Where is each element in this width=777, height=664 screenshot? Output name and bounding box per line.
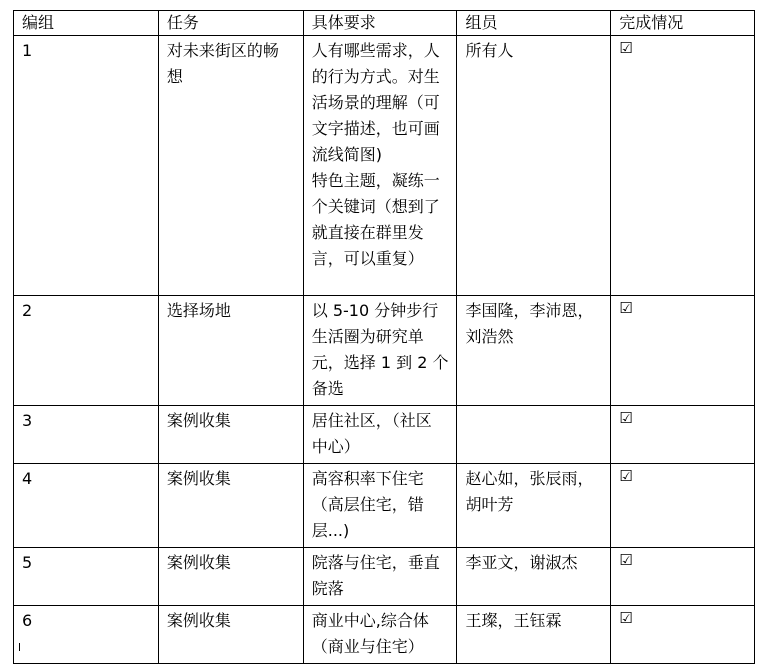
cell-task[interactable] — [158, 464, 303, 548]
cell-requirement[interactable] — [303, 548, 457, 606]
member-text-line: 赵心如，张辰雨， — [465, 469, 594, 488]
cell-group[interactable] — [14, 464, 159, 548]
table-row — [14, 606, 755, 664]
task-text-line: 对未来街区的畅 — [166, 41, 279, 60]
cell-group[interactable] — [14, 548, 159, 606]
checkbox-checked-icon[interactable]: ☑ — [619, 609, 633, 627]
requirement-text-line: 流线简图) — [311, 145, 382, 164]
header-requirement: 具体要求 — [303, 11, 457, 36]
checkbox-checked-icon[interactable]: ☑ — [619, 467, 633, 485]
task-text-line: 案例收集 — [166, 469, 231, 488]
table-row — [14, 548, 755, 606]
cell-status[interactable] — [611, 296, 755, 406]
cell-requirement[interactable] — [303, 606, 457, 664]
requirement-text-line: 生活圈为研究单 — [311, 327, 424, 346]
cell-task[interactable] — [158, 36, 303, 296]
requirement-text-line: 的行为方式。对生 — [311, 67, 440, 86]
task-text-line: 想 — [166, 67, 183, 86]
cell-group[interactable] — [14, 606, 159, 664]
table-header — [14, 11, 755, 36]
header-row — [14, 11, 755, 36]
checkbox-checked-icon[interactable]: ☑ — [619, 39, 633, 57]
group-number: 3 — [22, 411, 33, 430]
checkbox-checked-icon[interactable]: ☑ — [619, 299, 633, 317]
requirement-text-line: 院落与住宅，垂直 — [311, 553, 440, 572]
task-text-line: 选择场地 — [166, 301, 231, 320]
member-text-line: 王璨，王钰霖 — [465, 611, 562, 630]
requirement-text-line: （商业与住宅） — [311, 637, 424, 656]
group-number: 5 — [22, 553, 33, 572]
task-table — [13, 10, 755, 664]
table-row — [14, 464, 755, 548]
cell-members[interactable] — [457, 548, 611, 606]
requirement-text-line: 居住社区，（社区 — [311, 411, 432, 430]
text-cursor — [19, 643, 20, 651]
cell-requirement[interactable] — [303, 36, 457, 296]
table-row — [14, 406, 755, 464]
cell-task[interactable] — [158, 296, 303, 406]
member-text-line: 刘浩然 — [465, 327, 514, 346]
cell-task[interactable] — [158, 406, 303, 464]
requirement-text-line: 以 5-10 分钟步行 — [311, 301, 439, 320]
cell-members[interactable] — [457, 606, 611, 664]
requirement-text-line: 元，选择 1 到 2 个 — [311, 353, 449, 372]
member-text-line: 所有人 — [465, 41, 514, 60]
cell-group[interactable] — [14, 296, 159, 406]
header-task: 任务 — [158, 11, 303, 36]
header-group: 编组 — [14, 11, 159, 36]
cell-task[interactable] — [158, 548, 303, 606]
requirement-text-line: 层...) — [311, 521, 350, 540]
cell-members[interactable] — [457, 406, 611, 464]
table-body — [14, 36, 755, 664]
checkbox-checked-icon[interactable]: ☑ — [619, 409, 633, 427]
group-number: 4 — [22, 469, 33, 488]
requirement-text-line: 个关键词（想到了 — [311, 197, 440, 216]
checkbox-checked-icon[interactable]: ☑ — [619, 551, 633, 569]
requirement-text-line: 文字描述，也可画 — [311, 119, 440, 138]
group-number: 1 — [22, 41, 33, 60]
cell-group[interactable] — [14, 36, 159, 296]
member-text-line: 胡叶芳 — [465, 495, 514, 514]
requirement-text-line: 言，可以重复） — [311, 249, 424, 268]
member-text-line: 李亚文，谢淑杰 — [465, 553, 578, 572]
cell-requirement[interactable] — [303, 296, 457, 406]
task-text-line: 案例收集 — [166, 553, 231, 572]
cell-status[interactable] — [611, 406, 755, 464]
task-text-line: 案例收集 — [166, 411, 231, 430]
cell-status[interactable] — [611, 36, 755, 296]
cell-members[interactable] — [457, 296, 611, 406]
requirement-text-line: 院落 — [311, 579, 344, 598]
cell-status[interactable] — [611, 548, 755, 606]
task-text-line: 案例收集 — [166, 611, 231, 630]
header-members: 组员 — [457, 11, 611, 36]
cell-task[interactable] — [158, 606, 303, 664]
group-number: 2 — [22, 301, 33, 320]
group-number: 6 — [22, 611, 33, 630]
requirement-text-line: 备选 — [311, 379, 344, 398]
requirement-text-line: 活场景的理解（可 — [311, 93, 440, 112]
requirement-text-line: 就直接在群里发 — [311, 223, 424, 242]
requirement-text-line: 中心） — [311, 437, 360, 456]
table-row — [14, 36, 755, 296]
cell-members[interactable] — [457, 36, 611, 296]
cell-requirement[interactable] — [303, 464, 457, 548]
cell-status[interactable] — [611, 464, 755, 548]
cell-members[interactable] — [457, 464, 611, 548]
cell-requirement[interactable] — [303, 406, 457, 464]
member-text-line: 李国隆，李沛恩， — [465, 301, 594, 320]
requirement-text-line: 商业中心,综合体 — [311, 611, 429, 630]
cell-group[interactable] — [14, 406, 159, 464]
requirement-text-line: 人有哪些需求，人 — [311, 41, 440, 60]
table-row — [14, 296, 755, 406]
cell-status[interactable] — [611, 606, 755, 664]
requirement-text-line: 高容积率下住宅 — [311, 469, 424, 488]
requirement-text-line: 特色主题，凝练一 — [311, 171, 440, 190]
requirement-text-line: （高层住宅，错 — [311, 495, 424, 514]
header-status: 完成情况 — [611, 11, 755, 36]
